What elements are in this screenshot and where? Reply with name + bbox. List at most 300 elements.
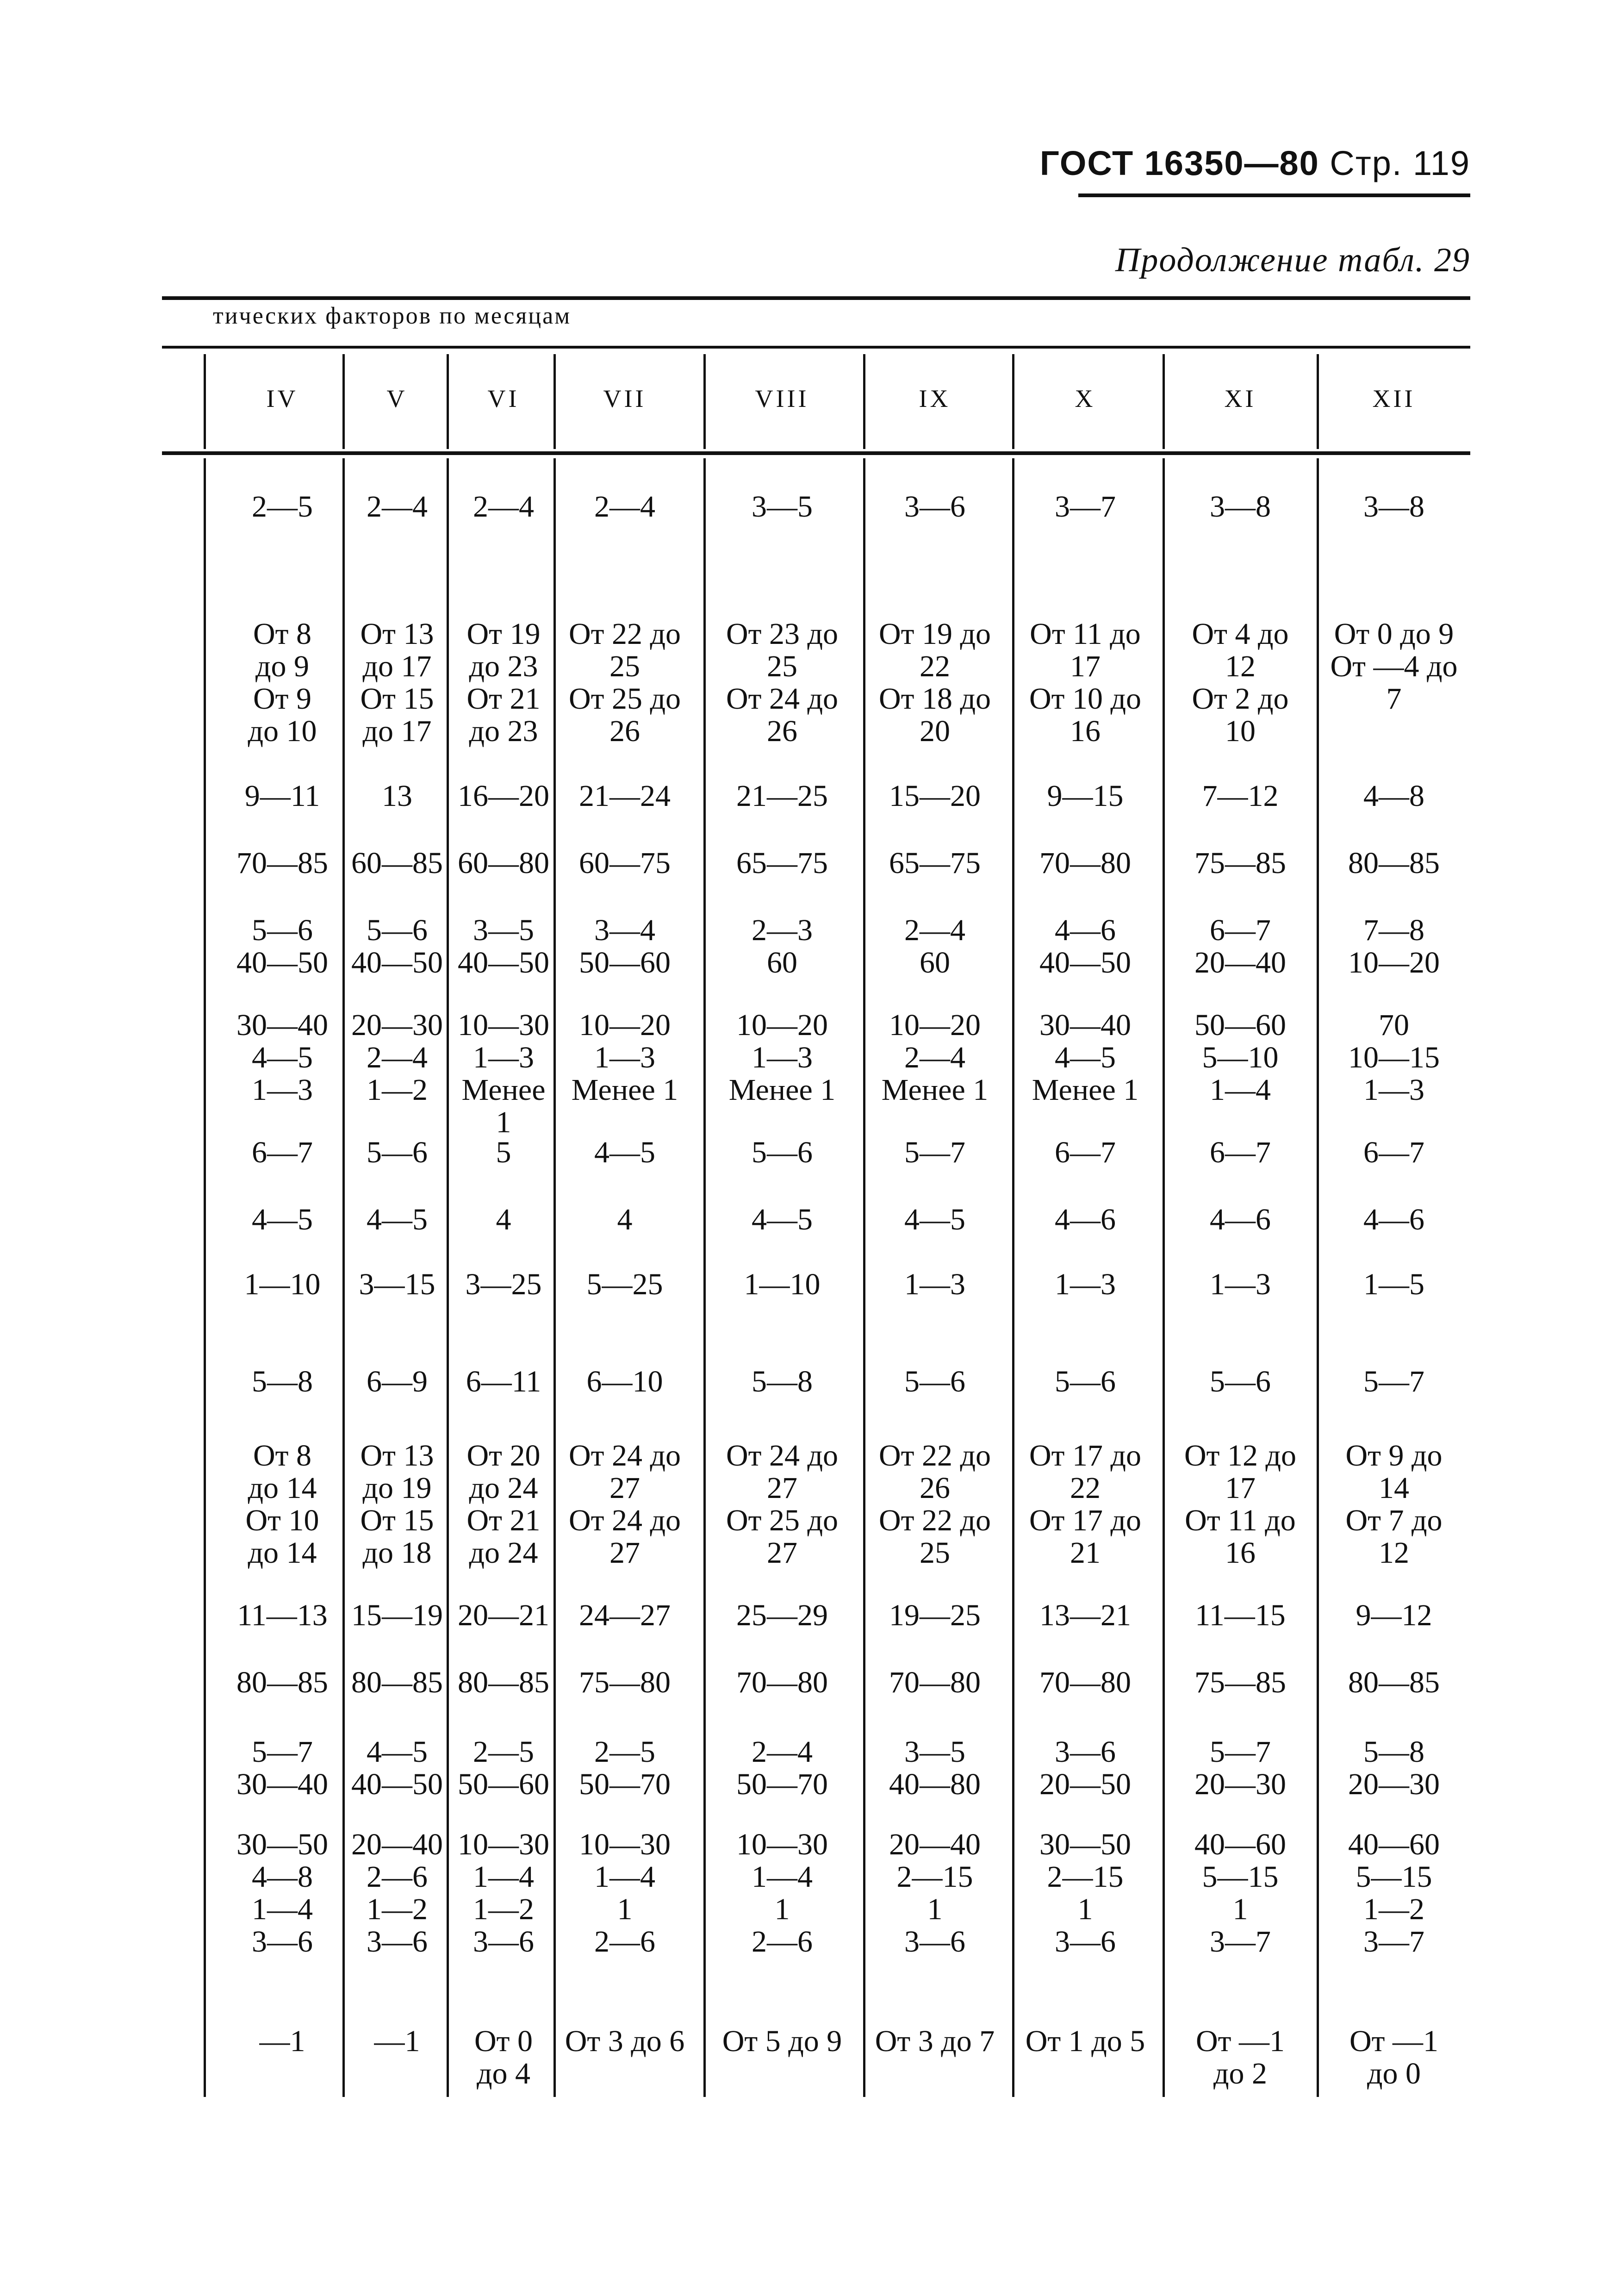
cell-line: 5—8 (752, 1365, 813, 1398)
cell-line: 4—5 (367, 1203, 428, 1236)
table-cell (1011, 914, 1159, 979)
cell-line: 2—3 (752, 913, 813, 947)
table-cell (1320, 1268, 1468, 1301)
cell-line: Менее 1 (728, 1073, 836, 1107)
cell-line: 1 (927, 1892, 943, 1926)
table-cell (1320, 1136, 1468, 1169)
table-cell (551, 1366, 699, 1398)
table-cell (1320, 780, 1468, 812)
cell-line: 4—6 (1363, 1203, 1424, 1236)
cell-line: 3—5 (473, 913, 534, 947)
cell-line: 1 (617, 1892, 633, 1926)
table-cell (708, 1736, 856, 1801)
cell-line: 12 (1225, 649, 1256, 683)
cell-line: 2—5 (473, 1735, 534, 1769)
cell-line: 3—7 (1210, 1925, 1271, 1959)
cell-line: 3—6 (1055, 1735, 1116, 1769)
cell-line: 1—5 (1363, 1267, 1424, 1301)
cell-line: 3—6 (904, 490, 965, 524)
table-caption: тических факторов по месяцам (213, 303, 572, 329)
table-cell (551, 1136, 699, 1169)
cell-line: От 3 до 6 (565, 2024, 685, 2058)
table-cell (551, 618, 699, 748)
cell-line: 4—6 (1055, 913, 1116, 947)
table-cell (551, 1599, 699, 1632)
cell-line: 14 (1379, 1471, 1409, 1505)
cell-line: 3—6 (1055, 1925, 1116, 1959)
table-cell (1011, 2025, 1159, 2058)
cell-line: 21 (1070, 1536, 1101, 1570)
table-cell (1011, 1828, 1159, 1958)
table-cell (1011, 1136, 1159, 1169)
cell-line: 70—80 (1039, 846, 1131, 880)
table-cell (551, 780, 699, 812)
cell-line: 10—30 (736, 1828, 828, 1861)
cell-line: От 17 до (1029, 1504, 1142, 1537)
column-divider (204, 458, 206, 2097)
cell-line: 4—6 (1055, 1203, 1116, 1236)
cell-line: 13 (382, 779, 412, 813)
table-cell (861, 914, 1009, 979)
cell-line: 20—30 (351, 1008, 443, 1042)
table-cell (551, 847, 699, 880)
cell-line: 40—80 (889, 1767, 981, 1801)
table-cell (1166, 1204, 1314, 1236)
cell-line: 5—8 (252, 1365, 313, 1398)
cell-line: От 24 до (568, 1504, 681, 1537)
cell-line: От 24 до (726, 1439, 839, 1472)
page-header (1040, 144, 1470, 183)
cell-line: 6—7 (252, 1136, 313, 1169)
cell-line: 10 (1225, 714, 1256, 748)
table-cell (1166, 914, 1314, 979)
cell-line: 30—40 (236, 1767, 328, 1801)
cell-line: 50—60 (579, 946, 671, 980)
cell-line: 4 (496, 1203, 511, 1236)
cell-line: 25 (609, 649, 640, 683)
cell-line: 60 (920, 946, 950, 980)
table-cell (1320, 1666, 1468, 1699)
cell-line: 1—4 (1210, 1073, 1271, 1107)
cell-line: 3—6 (904, 1925, 965, 1959)
cell-line: От 15 (360, 1504, 434, 1537)
cell-line: Менее (461, 1073, 546, 1107)
cell-line: 4 (617, 1203, 633, 1236)
cell-line: 21—24 (579, 779, 671, 813)
table-cell (861, 1366, 1009, 1398)
cell-line: 3—25 (465, 1267, 542, 1301)
cell-line: 1—4 (252, 1892, 313, 1926)
cell-line: 13—21 (1039, 1598, 1131, 1632)
cell-line: 30—50 (1039, 1828, 1131, 1861)
cell-line: 3—7 (1363, 1925, 1424, 1959)
cell-line: 1—3 (473, 1041, 534, 1074)
cell-line: 4—5 (1055, 1041, 1116, 1074)
cell-line: От 19 (466, 617, 541, 651)
cell-line: до 23 (469, 714, 538, 748)
cell-line: 9—11 (244, 779, 320, 813)
cell-line: 20—21 (458, 1598, 549, 1632)
table-cell (551, 1268, 699, 1301)
standard-number: ГОСТ 16350—80 (1039, 144, 1319, 182)
cell-line: 7—12 (1202, 779, 1279, 813)
table-cell (708, 914, 856, 979)
cell-line: 60 (767, 946, 797, 980)
cell-line: до 10 (248, 714, 317, 748)
table-cell (708, 1440, 856, 1569)
cell-line: От 11 до (1185, 1504, 1296, 1537)
cell-line: От 3 до 7 (875, 2024, 995, 2058)
cell-line: 16 (1070, 714, 1101, 748)
table-cell (708, 1204, 856, 1236)
cell-line: 40—50 (351, 1767, 443, 1801)
cell-line: От —4 до (1330, 649, 1458, 683)
cell-line: От 0 до 9 (1334, 617, 1454, 651)
cell-line: 1—4 (473, 1860, 534, 1894)
cell-line: Менее 1 (571, 1073, 678, 1107)
cell-line: 4—5 (752, 1203, 813, 1236)
table-cell (1011, 618, 1159, 748)
cell-line: 80—85 (236, 1666, 328, 1699)
cell-line: 10—20 (579, 1008, 671, 1042)
cell-line: 10—15 (1348, 1041, 1440, 1074)
cell-line: 2—4 (904, 1041, 965, 1074)
cell-line: 70—80 (736, 1666, 828, 1699)
cell-line: 2—4 (752, 1735, 813, 1769)
cell-line: 60—80 (458, 846, 549, 880)
cell-line: 40—50 (351, 946, 443, 980)
table-cell (1166, 1599, 1314, 1632)
cell-line: 70—80 (1039, 1666, 1131, 1699)
table-cell (1166, 1009, 1314, 1106)
caption-rule (162, 346, 1470, 349)
cell-line: 50—60 (458, 1767, 549, 1801)
cell-line: 6—9 (367, 1365, 428, 1398)
cell-line: 80—85 (351, 1666, 443, 1699)
table-cell (1166, 780, 1314, 812)
cell-line: 20—40 (1194, 946, 1286, 980)
cell-line: 10—30 (458, 1008, 549, 1042)
cell-line: 6—7 (1210, 1136, 1271, 1169)
cell-line: 1—10 (744, 1267, 821, 1301)
table-cell (551, 2025, 699, 2058)
table-cell (551, 1666, 699, 1699)
table-cell (1166, 618, 1314, 748)
cell-line: до 14 (248, 1536, 317, 1570)
cell-line: 5—6 (1055, 1365, 1116, 1398)
cell-line: 1—10 (244, 1267, 321, 1301)
cell-line: 30—40 (1039, 1008, 1131, 1042)
cell-line: 4—6 (1210, 1203, 1271, 1236)
table-cell (551, 1204, 699, 1236)
cell-line: От 10 до (1029, 682, 1142, 716)
cell-line: 11—15 (1195, 1598, 1286, 1632)
column-header-month: VI (487, 385, 520, 412)
cell-line: 1—3 (1363, 1073, 1424, 1107)
cell-line: 2—5 (252, 490, 313, 524)
cell-line: 2—6 (594, 1925, 655, 1959)
cell-line: Менее 1 (1032, 1073, 1139, 1107)
cell-line: 5—6 (752, 1136, 813, 1169)
cell-line: 5—10 (1202, 1041, 1279, 1074)
cell-line: 6—10 (586, 1365, 663, 1398)
cell-line: 80—85 (458, 1666, 549, 1699)
table-cell (861, 780, 1009, 812)
cell-line: 3—8 (1363, 490, 1424, 524)
table-cell (861, 1440, 1009, 1569)
cell-line: От 13 (360, 617, 434, 651)
cell-line: 75—85 (1194, 846, 1286, 880)
cell-line: до 9 (255, 649, 310, 683)
cell-line: 5—15 (1202, 1860, 1279, 1894)
cell-line: От 0 (474, 2024, 533, 2058)
cell-line: 27 (767, 1471, 797, 1505)
table-cell (708, 1666, 856, 1699)
column-header-month: IV (266, 385, 298, 412)
cell-line: 1—2 (367, 1892, 428, 1926)
cell-line: 22 (920, 649, 950, 683)
cell-line: 1—4 (752, 1860, 813, 1894)
cell-line: От 23 до (726, 617, 839, 651)
table-cell (708, 780, 856, 812)
table-cell (1320, 1204, 1468, 1236)
cell-line: 24—27 (579, 1598, 671, 1632)
cell-line: 4—5 (252, 1041, 313, 1074)
cell-line: 20—40 (889, 1828, 981, 1861)
table-cell (861, 1204, 1009, 1236)
cell-line: 3—6 (473, 1925, 534, 1959)
cell-line: 20—50 (1039, 1767, 1131, 1801)
cell-line: От 17 до (1029, 1439, 1142, 1472)
cell-line: 2—4 (594, 490, 655, 524)
cell-line: 2—4 (367, 1041, 428, 1074)
cell-line: 27 (609, 1471, 640, 1505)
cell-line: 50—70 (579, 1767, 671, 1801)
cell-line: 6—7 (1210, 913, 1271, 947)
cell-line: 4—5 (252, 1203, 313, 1236)
table-cell (708, 1136, 856, 1169)
cell-line: до 17 (362, 714, 432, 748)
table-cell (1166, 1440, 1314, 1569)
cell-line: 17 (1225, 1471, 1256, 1505)
cell-line: 1—3 (252, 1073, 313, 1107)
cell-line: —1 (374, 2024, 420, 2058)
cell-line: 20—40 (351, 1828, 443, 1861)
cell-line: 5—6 (904, 1365, 965, 1398)
table-cell (1011, 1666, 1159, 1699)
cell-line: 60—75 (579, 846, 671, 880)
cell-line: 1—2 (1363, 1892, 1424, 1926)
table-continuation-title: Продолжение табл. 29 (1115, 241, 1470, 279)
cell-line: 1 (1077, 1892, 1093, 1926)
cell-line: 3—6 (367, 1925, 428, 1959)
table-cell (861, 847, 1009, 880)
table-cell (1011, 1366, 1159, 1398)
cell-line: 1—3 (1210, 1267, 1271, 1301)
column-divider (703, 458, 706, 2097)
table-cell (551, 914, 699, 979)
table-cell (861, 2025, 1009, 2058)
table-cell (551, 491, 699, 523)
cell-line: 5 (496, 1136, 511, 1169)
cell-line: 4—5 (367, 1735, 428, 1769)
cell-line: 5—6 (252, 913, 313, 947)
column-header-month: VIII (755, 385, 809, 412)
cell-line: 27 (609, 1536, 640, 1570)
cell-line: 75—85 (1194, 1666, 1286, 1699)
page-number: Стр. 119 (1330, 144, 1470, 182)
cell-line: 20 (920, 714, 950, 748)
table-cell (861, 1268, 1009, 1301)
cell-line: 10—30 (579, 1828, 671, 1861)
table-cell (1320, 1440, 1468, 1569)
column-divider (1163, 458, 1165, 2097)
table-cell (551, 1736, 699, 1801)
cell-line: 50—70 (736, 1767, 828, 1801)
cell-line: От 10 (245, 1504, 319, 1537)
cell-line: —1 (259, 2024, 305, 2058)
cell-line: 2—4 (367, 490, 428, 524)
cell-line: 1—3 (1055, 1267, 1116, 1301)
table-cell (1166, 1136, 1314, 1169)
cell-line: 65—75 (736, 846, 828, 880)
cell-line: 5—7 (1363, 1365, 1424, 1398)
cell-line: 6—7 (1363, 1136, 1424, 1169)
cell-line: 70—80 (889, 1666, 981, 1699)
table-cell (551, 1828, 699, 1958)
cell-line: до 0 (1367, 2057, 1421, 2090)
table-cell (1011, 1599, 1159, 1632)
table-cell (861, 1736, 1009, 1801)
cell-line: От 2 до (1192, 682, 1289, 716)
cell-line: 26 (767, 714, 797, 748)
cell-line: 1—3 (752, 1041, 813, 1074)
table-cell (1320, 1009, 1468, 1106)
column-header-month: IX (919, 385, 951, 412)
table-cell (1011, 1440, 1159, 1569)
cell-line: 40—50 (236, 946, 328, 980)
cell-line: 2—6 (367, 1860, 428, 1894)
cell-line: до 17 (362, 649, 432, 683)
cell-line: 22 (1070, 1471, 1101, 1505)
cell-line: От 25 до (726, 1504, 839, 1537)
cell-line: 26 (920, 1471, 950, 1505)
cell-line: 5—8 (1363, 1735, 1424, 1769)
table-cell (708, 1009, 856, 1106)
cell-line: 30—50 (236, 1828, 328, 1861)
table-cell (861, 618, 1009, 748)
table-cell (861, 1599, 1009, 1632)
cell-line: 25 (920, 1536, 950, 1570)
column-header-month: V (386, 385, 408, 412)
header-rule (1078, 193, 1470, 197)
table-cell (551, 1440, 699, 1569)
table-cell (708, 847, 856, 880)
cell-line: 5—15 (1356, 1860, 1432, 1894)
cell-line: 15—20 (889, 779, 981, 813)
cell-line: 75—80 (579, 1666, 671, 1699)
table-cell (1011, 847, 1159, 880)
cell-line: 16—20 (458, 779, 549, 813)
cell-line: 15—19 (351, 1598, 443, 1632)
cell-line: 7 (1386, 682, 1402, 716)
cell-line: От 18 до (878, 682, 991, 716)
cell-line: 1 (774, 1892, 790, 1926)
cell-line: до 2 (1213, 2057, 1268, 2090)
table-cell (1320, 1736, 1468, 1801)
cell-line: 20—30 (1194, 1767, 1286, 1801)
header-bottom-rule (162, 451, 1470, 455)
table-cell (708, 2025, 856, 2058)
table-cell (861, 1136, 1009, 1169)
cell-line: 40—50 (1039, 946, 1131, 980)
cell-line: От 21 (466, 1504, 541, 1537)
cell-line: От —1 (1195, 2024, 1285, 2058)
column-header-month: X (1075, 385, 1096, 412)
cell-line: От 9 до (1345, 1439, 1443, 1472)
cell-line: 3—8 (1210, 490, 1271, 524)
table-cell (1320, 618, 1468, 715)
cell-line: 9—12 (1356, 1598, 1432, 1632)
cell-line: От 4 до (1192, 617, 1289, 651)
table-cell (1166, 1736, 1314, 1801)
cell-line: 60—85 (351, 846, 443, 880)
column-header-month: VII (603, 385, 647, 412)
column-header-month: XI (1224, 385, 1256, 412)
cell-line: 80—85 (1348, 1666, 1440, 1699)
cell-line: От 22 до (878, 1504, 991, 1537)
cell-line: От 21 (466, 682, 541, 716)
cell-line: 2—4 (473, 490, 534, 524)
cell-line: От 19 до (878, 617, 991, 651)
cell-line: 10—20 (889, 1008, 981, 1042)
cell-line: От 5 до 9 (722, 2024, 842, 2058)
cell-line: 3—5 (904, 1735, 965, 1769)
cell-line: 1—3 (904, 1267, 965, 1301)
table-cell (1320, 1599, 1468, 1632)
cell-line: 3—5 (752, 490, 813, 524)
table-cell (1320, 491, 1468, 523)
cell-line: От 8 (253, 1439, 311, 1472)
table-cell (861, 491, 1009, 523)
cell-line: От —1 (1349, 2024, 1438, 2058)
cell-line: 1—3 (594, 1041, 655, 1074)
table-cell (708, 491, 856, 523)
table-cell (1011, 1268, 1159, 1301)
cell-line: 80—85 (1348, 846, 1440, 880)
column-header-month: XII (1372, 385, 1416, 412)
table-cell (1320, 2025, 1468, 2090)
cell-line: 30—40 (236, 1008, 328, 1042)
cell-line: до 24 (469, 1536, 538, 1570)
cell-line: 2—6 (752, 1925, 813, 1959)
cell-line: 4—8 (252, 1860, 313, 1894)
table-cell (708, 1366, 856, 1398)
cell-line: От 9 (253, 682, 311, 716)
cell-line: 1—2 (473, 1892, 534, 1926)
table-cell (1166, 1268, 1314, 1301)
table-cell (1011, 780, 1159, 812)
cell-line: 5—7 (252, 1735, 313, 1769)
table-cell (1011, 1009, 1159, 1106)
cell-line: 9—15 (1047, 779, 1124, 813)
cell-line: От 11 до (1030, 617, 1141, 651)
table-cell (1166, 1366, 1314, 1398)
cell-line: до 19 (362, 1471, 432, 1505)
cell-line: 70 (1379, 1008, 1409, 1042)
cell-line: 7—8 (1363, 913, 1424, 947)
cell-line: до 23 (469, 649, 538, 683)
